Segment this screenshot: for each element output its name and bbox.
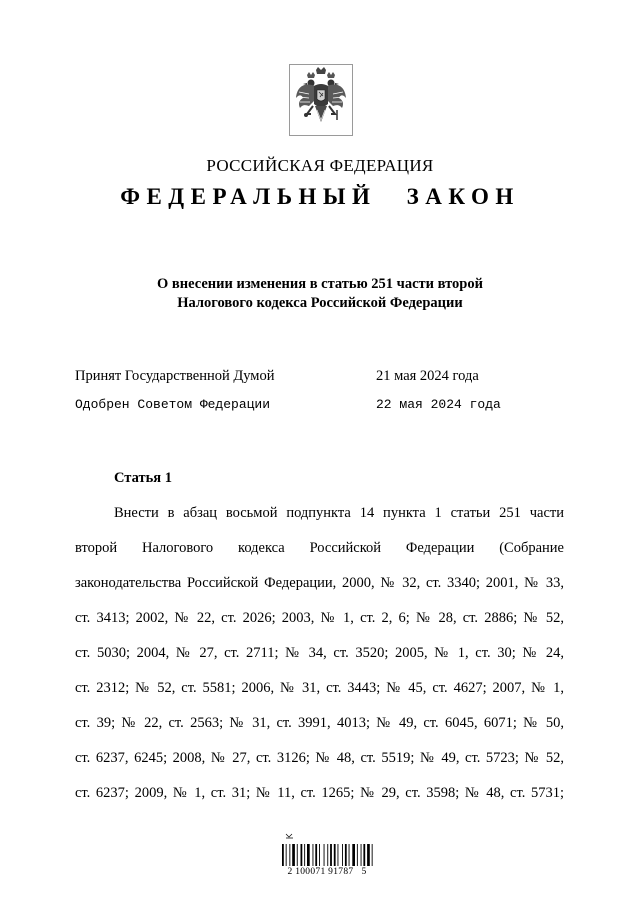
barcode-bar [304,844,305,866]
barcode-bar [282,844,284,866]
barcode-bar [330,844,332,866]
barcode-bar [363,844,365,866]
article-text-line: ст. 6237, 6245; 2008, № 27, ст. 3126; № 48, ст. 5519; № 49, ст. 5723; № 52, [75,750,564,766]
article-text-line: второй Налогового кодекса Российской Федерации (Собрание [75,540,564,556]
country-name: РОССИЙСКАЯ ФЕДЕРАЦИЯ [206,156,434,175]
barcode-bar [286,844,287,866]
article-text-line: ст. 5030; 2004, № 27, ст. 2711; № 34, ст. 3520; 2005, № 1, ст. 30; № 24, [75,645,564,661]
barcode-bar [352,844,355,866]
barcode-bar [327,844,328,866]
law-title-line-1: О внесении изменения в статью 251 части второй [157,276,483,292]
adoption-label: Принят Государственной Думой [75,368,275,384]
document-type: ФЕДЕРАЛЬНЫЙ ЗАКОН [120,184,520,209]
article-text-line: ст. 2312; № 52, ст. 5581; 2006, № 31, ст. 3443; № 45, ст. 4627; 2007, № 1, [75,680,564,696]
adoption-label: Одобрен Советом Федерации [75,397,271,412]
barcode-bar [301,844,303,866]
barcode-bar [324,844,325,866]
barcode-bar [289,844,290,866]
barcode-bar [307,844,310,866]
barcode-bar [315,844,317,866]
barcode-bar [334,844,336,866]
barcode-number: 2 100071 91787 5 [287,867,367,877]
barcode-bar [357,844,358,866]
barcode-bar [367,844,370,866]
adoption-date: 22 мая 2024 года [376,397,501,412]
article-text-line: ст. 6237; 2009, № 1, ст. 31; № 11, ст. 1265; № 29, ст. 3598; № 48, ст. 5731; [75,785,564,801]
article-heading: Статья 1 [114,470,172,486]
law-title [0,275,640,313]
barcode-bar [349,844,350,866]
barcode-bar [319,844,320,866]
article-text-line: ст. 39; № 22, ст. 2563; № 31, ст. 3991, 4013; № 49, ст. 6045, 6071; № 50, [75,715,564,731]
barcode-bar [342,844,343,866]
law-title-line-2: Налогового кодекса Российской Федерации [177,295,463,311]
coat-of-arms-emblem [289,64,353,136]
barcode-bar [372,844,373,866]
article-text-line: законодательства Российской Федерации, 2000, № 32, ст. 3340; 2001, № 33, [75,575,564,591]
adoption-date: 21 мая 2024 года [376,368,479,384]
article-text-line: ст. 3413; 2002, № 22, ст. 2026; 2003, № 1, ст. 2, 6; № 28, ст. 2886; № 52, [75,610,564,626]
barcode-bar [361,844,362,866]
barcode-bar [345,844,347,866]
article-text-line: Внести в абзац восьмой подпункта 14 пункта 1 статьи 251 части [114,505,564,521]
barcode-bar [292,844,295,866]
barcode-bar [313,844,314,866]
barcode-bar [338,844,339,866]
barcode-bar [297,844,298,866]
